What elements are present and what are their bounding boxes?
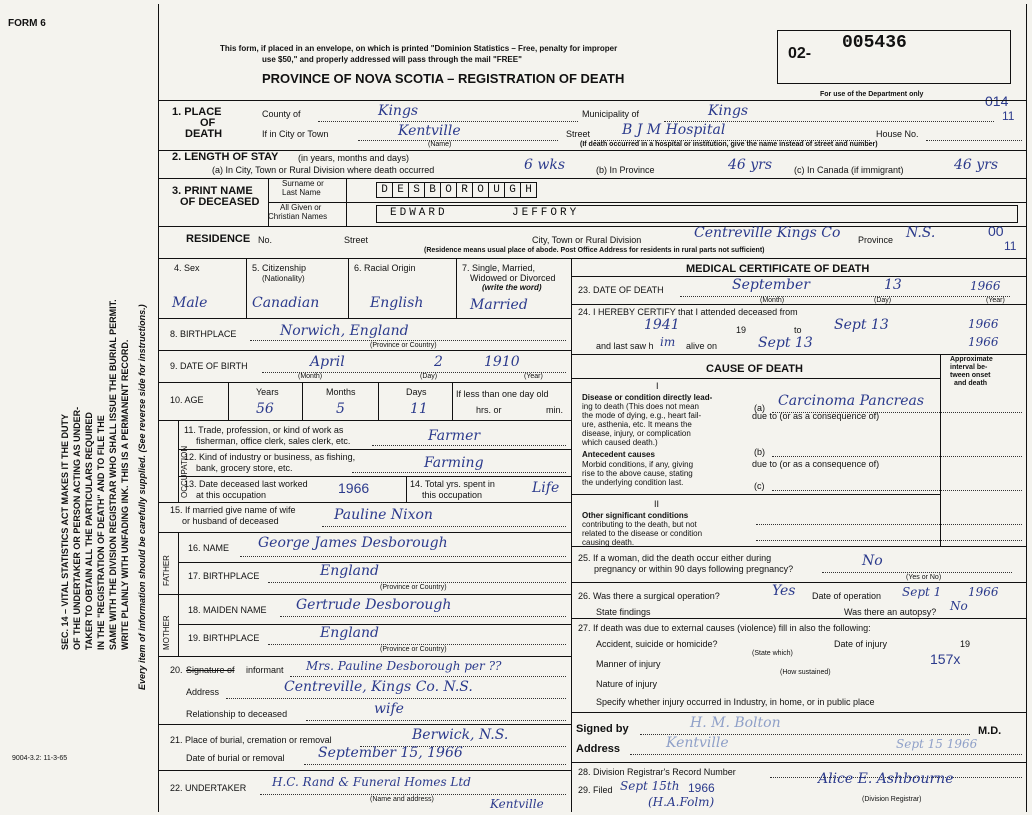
residence-province-label: Province [858, 235, 894, 245]
roman-numeral-1: I [656, 381, 659, 391]
stay-a-value: 6 wks [524, 157, 566, 173]
column-divider [571, 258, 572, 812]
due-to-label-2: due to (or as a consequence of) [752, 459, 880, 469]
stay-c-value: 46 yrs [954, 157, 999, 173]
disease-text-5: disease, injury, or complication [582, 429, 691, 438]
undertaker-value: H.C. Rand & Funeral Homes Ltd [272, 775, 471, 789]
mother-birthplace-sub: (Province or Country) [380, 646, 447, 653]
spouse-label-1: 15. If married give name of wife [170, 505, 296, 515]
signed-by-value: H. M. Bolton [690, 715, 781, 731]
undertaker-town-value: Kentville [490, 797, 544, 811]
burial-date-value: September 15, 1966 [318, 745, 463, 761]
informant-address-label: Address [186, 687, 220, 697]
mother-side-label: MOTHER [162, 615, 171, 650]
last-seen-suffix: 1966 [968, 335, 999, 349]
department-code-2: 11 [1002, 109, 1015, 123]
father-birthplace-label: 17. BIRTHPLACE [188, 571, 260, 581]
antecedent-text-2: Morbid conditions, if any, giving [582, 460, 694, 469]
filed-value: Sept 15th [620, 779, 680, 793]
age-label: 10. AGE [170, 395, 204, 405]
residence-street-label: Street [344, 235, 369, 245]
print-name-label: 3. PRINT NAME [172, 185, 253, 197]
state-which-sub: (State which) [752, 650, 793, 657]
burial-date-label: Date of burial or removal [186, 753, 285, 763]
state-findings-label: State findings [596, 607, 651, 617]
residence-no-label: No. [258, 235, 273, 245]
attended-from-suffix: 19 [736, 325, 747, 335]
stay-b-label: (b) In Province [596, 165, 655, 175]
cause-b-label: (b) [754, 447, 765, 457]
side-notice-line2: OF THE UNDERTAKER OR PERSON ACTING AS UNDER- [72, 406, 82, 650]
street-value: B J M Hospital [622, 122, 726, 138]
municipality-label: Municipality of [582, 109, 640, 119]
other-text-4: causing death. [582, 538, 635, 547]
surname-label-2: Last Name [282, 188, 321, 197]
operation-date-value: Sept 1 [902, 585, 942, 599]
nature-label: Nature of injury [596, 679, 658, 689]
given-name-1: EDWARD [390, 207, 448, 219]
cause-a-value: Carcinoma Pancreas [778, 393, 925, 409]
attended-to-label: to [794, 325, 802, 335]
form-number: FORM 6 [8, 18, 46, 29]
mother-maiden-label: 18. MAIDEN NAME [188, 605, 267, 615]
side-notice-line1: SEC. 14 – VITAL STATISTICS ACT MAKES IT THE DUTY [60, 413, 70, 650]
racial-origin-label: 6. Racial Origin [354, 263, 416, 273]
cause-c-label: (c) [754, 481, 765, 491]
filed-year-value: 1966 [688, 781, 715, 795]
residence-city-label: City, Town or Rural Division [532, 235, 642, 245]
birthplace-label: 8. BIRTHPLACE [170, 329, 237, 339]
mother-birthplace-label: 19. BIRTHPLACE [188, 633, 260, 643]
age-years-label: Years [256, 387, 279, 397]
how-sustained-sub: (How sustained) [780, 669, 831, 676]
due-to-label-1: due to (or as a consequence of) [752, 411, 880, 421]
dob-year-sub: (Year) [524, 373, 543, 380]
marital-label-2: Widowed or Divorced [470, 273, 556, 283]
injury-code-value: 157x [930, 651, 961, 667]
citizenship-sub: (Nationality) [262, 274, 305, 283]
last-seen-value: Sept 13 [758, 335, 813, 351]
injury-date-label: Date of injury [834, 639, 888, 649]
roman-numeral-2: II [654, 499, 660, 509]
sex-label: 4. Sex [174, 263, 200, 273]
record-number-label: 28. Division Registrar's Record Number [578, 767, 736, 777]
external-causes-label: 27. If death was due to external causes (violence) fill in also the following: [578, 623, 871, 633]
pregnancy-sub: (Yes or No) [906, 574, 942, 581]
marital-label-3: (write the word) [482, 283, 542, 292]
form-code: 9004-3.2: 11-3-65 [12, 755, 68, 762]
date-of-death-label: 23. DATE OF DEATH [578, 285, 664, 295]
death-year-sub: (Year) [986, 297, 1005, 304]
stay-b-value: 46 yrs [728, 157, 773, 173]
undertaker-label: 22. UNDERTAKER [170, 783, 247, 793]
operation-date-suffix: 1966 [968, 585, 999, 599]
dob-month-value: April [310, 354, 345, 370]
relationship-value: wife [374, 701, 404, 717]
pregnancy-label-1: 25. If a woman, did the death occur either during [578, 553, 772, 563]
residence-city-value: Centreville Kings Co [694, 225, 841, 241]
death-year-value: 1966 [970, 279, 1001, 293]
death-registration-form: FORM 6 SEC. 14 – VITAL STATISTICS ACT MAKES IT THE DUTY OF THE UNDERTAKER OR PERSON ACTING AS UNDER- TAKER TO OBTAIN ALL THE PARTICULARS REQUIRED IN THE "REGISTRATION OF DEATH" AND TO FILE THE SAME WITH THE DIVISION REGISTRAR WHO SHALL ISSUE THE BURIAL PERMIT. WRITE PLAINLY WITH UNFADING INK. THIS IS A PERMANENT RECORD. Every item of information should be carefully supplied. (See reverse side for instructions.) 9004-3.2: 11-3-65 This form, if placed in an envelope, on which is printed "Dominion Statistics – Free, penalty for improper use $50," and properly addressed will pass through the mail "FREE" PROVINCE OF NOVA SCOTIA – REGISTRATION OF DEATH 02- 005436 For use of the Department only 014 11 1. PLACE OF DEATH County of Kings Municipality of Kings If in City or Town Kentville (Name) Street B J M Hospital House No. (If death occurred in a hospital or institution, give the name instead of street and number) 2. LENGTH OF STAY (in years, months and days) (a) In City, Town or Rural Division where death occurred 6 wks (b) In Province 46 yrs (c) In Canada (if immigrant) 46 yrs 3. PRINT NAME OF DECEASED Surname or Last Name All Given or Christian Names D E S B O R O U G H EDWARD JEFFORY RESIDENCE No. Street City, Town or Rural Division Centreville Kings Co Province N.S. 00 11 (Residence means usual place of abode. Post Office Address for residents in rural parts not sufficient) 4. Sex Male 5. Citizenship (Nationality) Canadian 6. Racial Origin English 7. Single, Married, Widowed or Divorced (write the word) Married 8. BIRTHPLACE Norwich, England (Province or Country) 9. DATE OF BIRTH April 2 1910 (Month) (Day) (Year) 10. AGE Years 56 Months 5 Days 11 If less than one day old hrs. or min. OCCUPATION 11. Trade, profession, or kind of work as fisherman, office clerk, sales clerk, etc. Farmer 12. Kind of industry or business, as fishing, bank, grocery store, etc. Farming 13. Date deceased last worked at this occupation 1966 14. Total yrs. spent in this occupation Life 15. If married give name of wife or husband of deceased Pauline Nixon FATHER 16. NAME George James Desborough 17. BIRTHPLACE England (Province or Country) MOTHER 18. MAIDEN NAME Gertrude Desborough 19. BIRTHPLACE England (Province or Country) 20. Signature of informant Mrs. Pauline Desborough per ?? Address Centreville, Kings Co. N.S. Relationship to deceased wife 21. Place of burial, cremation or removal Berwick, N.S. Date of burial or removal September 15, 1966 22. UNDERTAKER H.C. Rand & Funeral Homes Ltd (Name and address) Kentville MEDICAL CERTIFICATE OF DEATH 23. DATE OF DEATH September 13 1966 (Month) (Day) (Year) 24. I HEREBY CERTIFY that I attended deceased from 1941 19 to Sept 13 1966 and last saw h im alive on Sept 13 1966 CAUSE OF DEATH Approximate interval be- tween onset and death I Disease or condition directly lead- ing to death (This does not mean the mode of dying, e.g., heart fail- ure, asthenia, etc. It means the disease, injury, or complication which caused death.) (a) Carcinoma Pancreas due to (or as a consequence of) Antecedent causes Morbid conditions, if any, giving rise to the above cause, stating the underlying condition last. (b) due to (or as a consequence of) (c) II Other significant conditions contributing to the death, but not related to the disease or condition causing death. 25. If a woman, did the death occur either during pregnancy or within 90 days following pregnancy? No (Yes or No) 26. Was there a surgical operation? Yes Date of operation Sept 1 1966 State findings Was there an autopsy? No 27. If death was due to external causes (violence) fill in also the following: Accident, suicide or homicide? Date of injury 19 (State which) 157x Manner of injury (How sustained) Nature of injury Specify whether injury occurred in Industry, in home, or in public place Signed by H. M. Bolton M.D. Address Kentville Sept 15 1966 28. Division Registrar's Record Number 29. Filed Sept 15th 1966 Alice E. Ashbourne (Division Registrar) (H.A.Folm) [0, 0, 1032, 815]
dob-day-value: 2 [434, 354, 443, 370]
registration-prefix: 02- [788, 45, 812, 62]
registrar-value: Alice E. Ashbourne [818, 771, 954, 787]
street-label: Street [566, 129, 591, 139]
disease-text-2: ing to death (This does not mean [582, 402, 699, 411]
mail-notice-line1: This form, if placed in an envelope, on which is printed "Dominion Statistics – Free, penalty for improper [220, 44, 618, 53]
relationship-label: Relationship to deceased [186, 709, 288, 719]
industry-label-1: 12. Kind of industry or business, as fishing, [184, 452, 356, 462]
father-name-label: 16. NAME [188, 543, 230, 553]
father-side-label: FATHER [162, 555, 171, 586]
house-number-label: House No. [876, 129, 919, 139]
surgery-value: Yes [772, 583, 796, 599]
death-month-value: September [732, 277, 810, 293]
mother-birthplace-value: England [320, 625, 380, 641]
trade-label-2: fisherman, office clerk, sales clerk, etc. [196, 436, 351, 446]
dob-month-sub: (Month) [298, 373, 323, 380]
given-label-1: All Given or [280, 203, 322, 212]
age-years-value: 56 [256, 401, 274, 417]
age-days-label: Days [406, 387, 427, 397]
less-than-day-label: If less than one day old [456, 389, 549, 399]
mother-maiden-value: Gertrude Desborough [296, 597, 452, 613]
md-label: M.D. [978, 725, 1002, 737]
birthplace-value: Norwich, England [280, 323, 409, 339]
date-of-birth-label: 9. DATE OF BIRTH [170, 361, 248, 371]
dob-year-value: 1910 [484, 354, 520, 370]
disease-text-6: which caused death.) [582, 438, 658, 447]
surname-letter-cell: H [520, 182, 537, 198]
dob-day-sub: (Day) [420, 373, 438, 380]
place-note: (If death occurred in a hospital or institution, give the name instead of street and number) [580, 141, 878, 148]
surname-letter-cell: U [488, 182, 505, 198]
total-years-label-2: this occupation [422, 490, 483, 500]
side-notice-line6: WRITE PLAINLY WITH UNFADING INK. THIS IS A PERMANENT RECORD. [120, 339, 130, 650]
of-deceased-label: OF DECEASED [180, 196, 260, 208]
place-of-label: OF [200, 117, 216, 129]
signature-date-value: Sept 15 1966 [896, 737, 978, 751]
alive-on-label: alive on [686, 341, 718, 351]
residence-label: RESIDENCE [186, 233, 251, 245]
department-code-1: 014 [985, 93, 1009, 109]
last-worked-value: 1966 [338, 480, 370, 496]
death-day-value: 13 [884, 277, 902, 293]
surname-letter-cell: O [440, 182, 457, 198]
father-name-value: George James Desborough [258, 535, 448, 551]
interval-label-1: Approximate [950, 356, 993, 363]
father-birthplace-value: England [320, 563, 380, 579]
age-months-label: Months [326, 387, 356, 397]
manner-label: Manner of injury [596, 659, 661, 669]
attended-from-value: 1941 [644, 317, 680, 333]
length-of-stay-label: 2. LENGTH OF STAY [172, 151, 279, 163]
residence-note: (Residence means usual place of abode. Post Office Address for residents in rural parts not sufficient) [424, 247, 765, 254]
specify-label: Specify whether injury occurred in Industry, in home, or in public place [596, 697, 875, 707]
form-left-border [158, 4, 159, 812]
side-notice-line3: TAKER TO OBTAIN ALL THE PARTICULARS REQUIRED [84, 412, 94, 650]
registration-number: 005436 [842, 33, 907, 53]
last-worked-label-1: 13. Date deceased last worked [184, 479, 308, 489]
antecedent-text-1: Antecedent causes [582, 450, 655, 459]
father-birthplace-sub: (Province or Country) [380, 584, 447, 591]
accident-label: Accident, suicide or homicide? [596, 639, 718, 649]
signature-address-value: Kentville [666, 735, 729, 751]
autopsy-value: No [950, 599, 968, 613]
other-text-1: Other significant conditions [582, 511, 689, 520]
disease-text-3: the mode of dying, e.g., heart fail- [582, 411, 702, 420]
autopsy-label: Was there an autopsy? [844, 607, 937, 617]
pregnancy-label-2: pregnancy or within 90 days following pregnancy? [594, 564, 794, 574]
minutes-label: min. [546, 405, 564, 415]
last-worked-label-2: at this occupation [196, 490, 267, 500]
stay-a-label: (a) In City, Town or Rural Division where death occurred [212, 165, 435, 175]
city-label: If in City or Town [262, 129, 329, 139]
surname-letter-cell: R [456, 182, 473, 198]
interval-label-4: and death [954, 380, 988, 387]
given-names-box [376, 205, 1018, 223]
stay-c-label: (c) In Canada (if immigrant) [794, 165, 904, 175]
surname-label-1: Surname or [282, 179, 324, 188]
burial-place-label: 21. Place of burial, cremation or removal [170, 735, 332, 745]
city-value: Kentville [398, 123, 461, 139]
other-text-3: related to the disease or condition [582, 529, 703, 538]
last-saw-suffix: im [660, 335, 676, 349]
department-code-4: 11 [1004, 239, 1017, 253]
citizenship-value: Canadian [252, 295, 320, 311]
certify-label: 24. I HEREBY CERTIFY that I attended deceased from [578, 307, 798, 317]
medical-title: MEDICAL CERTIFICATE OF DEATH [686, 263, 870, 275]
informant-label: informant [246, 665, 284, 675]
trade-value: Farmer [428, 428, 481, 444]
other-text-2: contributing to the death, but not [582, 520, 697, 529]
birthplace-sub: (Province or Country) [370, 342, 437, 349]
attended-to-value: Sept 13 [834, 317, 889, 333]
signature-address-label: Address [576, 743, 621, 755]
surname-letter-cell: O [472, 182, 489, 198]
surname-letter-cell: B [424, 182, 441, 198]
age-months-value: 5 [336, 401, 345, 417]
form-right-border [1026, 4, 1027, 812]
antecedent-text-4: the underlying condition last. [582, 478, 684, 487]
injury-date-suffix: 19 [960, 639, 971, 649]
department-code-3: 00 [988, 223, 1004, 239]
surname-letter-cell: E [392, 182, 409, 198]
side-notice-line7: Every item of information should be carefully supplied. (See reverse side for instructions.) [137, 304, 147, 690]
marital-value: Married [470, 297, 528, 313]
trade-label-1: 11. Trade, profession, or kind of work as [184, 425, 344, 435]
racial-origin-value: English [370, 295, 424, 311]
last-saw-label: and last saw h [596, 341, 654, 351]
county-label: County of [262, 109, 301, 119]
department-use-label: For use of the Department only [820, 91, 924, 98]
death-label: DEATH [185, 128, 223, 140]
citizenship-label: 5. Citizenship [252, 263, 307, 273]
total-years-label-1: 14. Total yrs. spent in [410, 479, 495, 489]
informant-address-value: Centreville, Kings Co. N.S. [284, 679, 473, 695]
length-of-stay-sub: (in years, months and days) [298, 153, 410, 163]
place-label: 1. PLACE [172, 106, 222, 118]
pregnancy-value: No [862, 553, 883, 569]
informant-struck-label: Signature of [186, 665, 235, 675]
cause-a-label: (a) [754, 403, 765, 413]
death-month-sub: (Month) [760, 297, 785, 304]
surname-letter-cell: G [504, 182, 521, 198]
operation-date-label: Date of operation [812, 591, 882, 601]
marital-label-1: 7. Single, Married, [462, 263, 536, 273]
age-days-value: 11 [410, 401, 428, 417]
county-value: Kings [378, 103, 419, 119]
surgery-label: 26. Was there a surgical operation? [578, 591, 720, 601]
mail-notice-line2: use $50," and properly addressed will pass through the mail "FREE" [262, 55, 522, 64]
antecedent-text-3: rise to the above cause, stating [582, 469, 693, 478]
registrar-sub: (Division Registrar) [862, 796, 922, 803]
disease-text-4: ure, asthenia, etc. It means the [582, 420, 692, 429]
city-name-sub: (Name) [428, 141, 452, 148]
form-title: PROVINCE OF NOVA SCOTIA – REGISTRATION OF DEATH [262, 71, 625, 86]
surname-letter-cell: S [408, 182, 425, 198]
signed-by-label: Signed by [576, 723, 629, 735]
side-notice-line4: IN THE "REGISTRATION OF DEATH" AND TO FILE THE [96, 415, 106, 650]
attended-to-suffix: 1966 [968, 317, 999, 331]
sex-value: Male [172, 295, 208, 311]
surname-letter-cell: D [376, 182, 393, 198]
occupation-side-label: OCCUPATION [180, 445, 189, 498]
cause-of-death-title: CAUSE OF DEATH [706, 363, 803, 375]
industry-value: Farming [424, 455, 484, 471]
burial-place-value: Berwick, N.S. [412, 727, 509, 743]
spouse-value: Pauline Nixon [334, 507, 433, 523]
given-label-2: Christian Names [268, 212, 328, 221]
interval-label-3: tween onset [950, 372, 991, 379]
disease-text-1: Disease or condition directly lead- [582, 393, 713, 402]
total-years-value: Life [532, 480, 560, 496]
hours-label: hrs. or [476, 405, 502, 415]
given-name-2: JEFFORY [512, 207, 580, 219]
side-notice-line5: SAME WITH THE DIVISION REGISTRAR WHO SHALL ISSUE THE BURIAL PERMIT. [108, 299, 118, 650]
filed-label: 29. Filed [578, 785, 613, 795]
residence-province-value: N.S. [906, 225, 936, 241]
undertaker-sub: (Name and address) [370, 796, 434, 803]
informant-name-value: Mrs. Pauline Desborough per ?? [306, 659, 502, 673]
death-day-sub: (Day) [874, 297, 892, 304]
municipality-value: Kings [708, 103, 749, 119]
filing-stamp: (H.A.Folm) [648, 795, 715, 809]
spouse-label-2: or husband of deceased [182, 516, 279, 526]
industry-label-2: bank, grocery store, etc. [196, 463, 293, 473]
interval-label-2: interval be- [950, 364, 988, 371]
